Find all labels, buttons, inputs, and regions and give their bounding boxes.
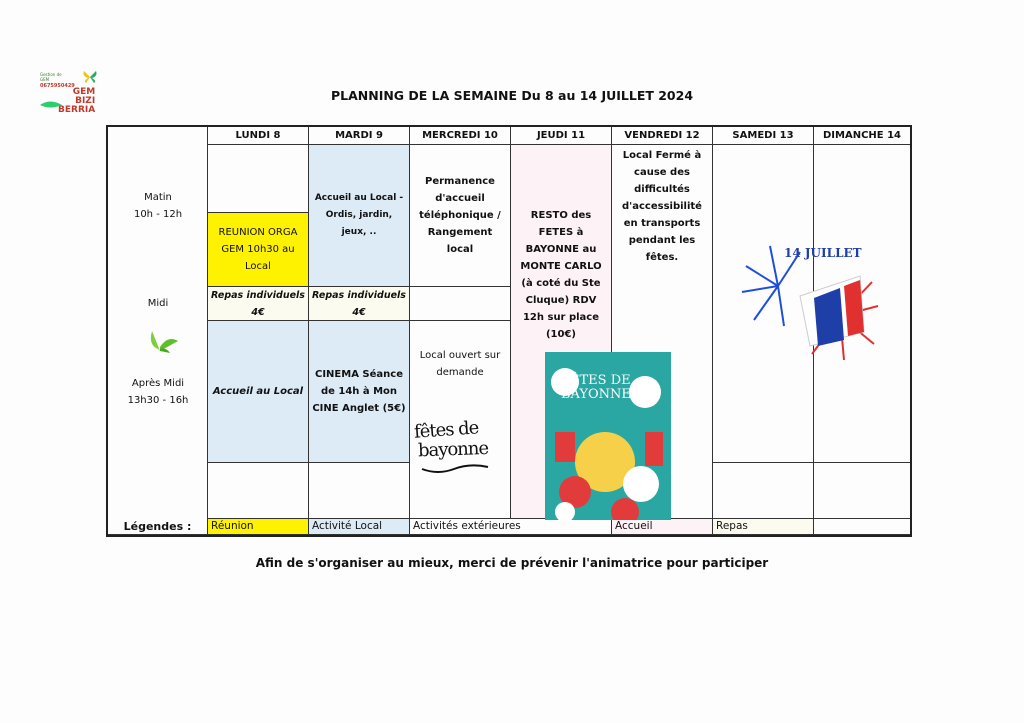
time-matin-label: Matin	[144, 192, 172, 203]
time-matin-hours: 10h - 12h	[133, 209, 183, 220]
scribble-icon	[420, 463, 490, 475]
header-vendredi: VENDREDI 12	[612, 127, 713, 145]
poster-title-1: FÊTES DE	[561, 373, 631, 388]
mercredi-apres-midi: Local ouvert sur demande	[410, 321, 511, 519]
quatorze-juillet-image	[740, 236, 880, 366]
butterfly-icon	[148, 327, 180, 357]
header-mercredi: MERCREDI 10	[410, 127, 511, 145]
poster-title-2: BAYONNE	[561, 387, 631, 402]
vendredi-ferme: Local Fermé à cause des difficultés d'accessibilité en transports pendant les fêtes.	[612, 145, 713, 519]
samedi-empty-2	[713, 463, 814, 519]
time-matin	[108, 189, 208, 223]
time-column	[108, 127, 208, 519]
time-apres-midi-hours: 13h30 - 16h	[127, 395, 189, 406]
lundi-empty	[208, 463, 309, 519]
fetes-de-bayonne-logo	[413, 417, 494, 496]
fetes-logo-line1: fêtes de	[413, 417, 479, 443]
legend-label: Légendes :	[108, 519, 208, 535]
lundi-repas: Repas individuels 4€	[208, 287, 309, 321]
header-jeudi: JEUDI 11	[511, 127, 612, 145]
time-apres-midi-label: Après Midi	[131, 378, 185, 389]
time-apres-midi	[108, 375, 208, 409]
dimanche-empty-2	[814, 463, 910, 519]
mardi-matin: Accueil au Local - Ordis, jardin, jeux, ..	[309, 145, 410, 287]
header-mardi: MARDI 9	[309, 127, 410, 145]
jeudi-resto: RESTO des FETES à BAYONNE au MONTE CARLO (à coté du Ste Cluque) RDV 12h sur place (10€)	[511, 145, 612, 519]
logo-name-3: BERRIA	[58, 105, 96, 115]
mardi-apres-midi: CINEMA Séance de 14h à Mon CINE Anglet (5€)	[309, 321, 410, 463]
fetes-poster	[545, 352, 671, 520]
lundi-matin-empty	[208, 145, 309, 213]
header-dimanche: DIMANCHE 14	[814, 127, 910, 145]
logo-phone: 0675950429	[40, 83, 75, 89]
header-samedi: SAMEDI 13	[713, 127, 814, 145]
lundi-apres-midi: Accueil au Local	[208, 321, 309, 463]
legend-empty	[814, 519, 910, 535]
legend-reunion: Réunion	[208, 519, 309, 535]
page-title: PLANNING DE LA SEMAINE Du 8 au 14 JUILLET 2024	[330, 88, 694, 103]
logo-small-text: Gestion de	[40, 72, 62, 77]
mercredi-midi-empty	[410, 287, 511, 321]
legend-repas: Repas	[713, 519, 814, 535]
header-lundi: LUNDI 8	[208, 127, 309, 145]
footer-note: Afin de s'organiser au mieux, merci de prévenir l'animatrice pour participer	[255, 556, 769, 570]
legend-activite-local: Activité Local	[309, 519, 410, 535]
logo-name-2: BIZI	[75, 96, 96, 106]
lundi-reunion: REUNION ORGA GEM 10h30 au Local	[208, 213, 309, 287]
mardi-empty	[309, 463, 410, 519]
logo-small-text-2: GEM	[40, 77, 50, 82]
poster-title	[561, 374, 631, 402]
butterfly-icon	[82, 70, 98, 84]
time-midi: Midi	[147, 298, 169, 309]
legend-accueil: Accueil	[612, 519, 713, 535]
legend-activites-ext: Activités extérieures	[410, 519, 612, 535]
fetes-logo-line2: bayonne	[417, 437, 489, 462]
mercredi-matin: Permanence d'accueil téléphonique / Rangement local	[410, 145, 511, 287]
mardi-repas: Repas individuels 4€	[309, 287, 410, 321]
firework-text: 14 JUILLET	[784, 246, 862, 260]
logo-name-1: GEM	[72, 87, 96, 97]
